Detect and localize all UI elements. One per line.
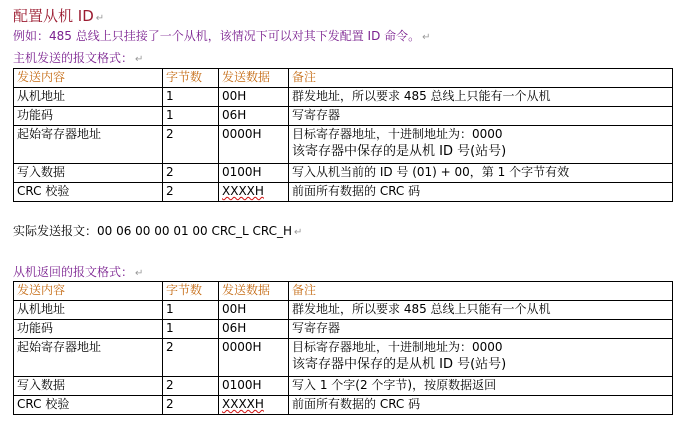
- host-field-cell: [14, 183, 163, 202]
- host-bytes-cell: [163, 164, 219, 183]
- host-header-row: [14, 69, 673, 88]
- host-field-cell-text: 起始寄存器地址: [17, 127, 102, 141]
- paragraph-mark-icon: ↵: [135, 268, 144, 279]
- host-data-cell-text: 0000H: [222, 127, 262, 141]
- slave-note-cell: [289, 377, 673, 396]
- slave-bytes-cell: [163, 301, 219, 320]
- table-row: [14, 164, 673, 183]
- host-field-cell-text: CRC 校验: [17, 184, 70, 198]
- table-row: [14, 301, 673, 320]
- host-note-cell-text: 目标寄存器地址，十进制地址为：0000: [292, 127, 503, 141]
- slave-bytes-cell: [163, 320, 219, 339]
- host-data-cell: [219, 164, 289, 183]
- slave-data-cell: [219, 320, 289, 339]
- host-header-note: 备注: [289, 69, 673, 88]
- host-note-cell: [289, 183, 673, 202]
- slave-note-cell-text: 目标寄存器地址，十进制地址为：0000: [292, 340, 503, 354]
- host-note-cell-line2: 该寄存器中保存的是从机 ID 号(站号): [292, 144, 507, 159]
- host-bytes-cell-text: 2: [166, 127, 174, 141]
- host-bytes-cell-text: 2: [166, 165, 174, 179]
- host-bytes-cell: [163, 183, 219, 202]
- table-row: [14, 183, 673, 202]
- slave-bytes-cell-text: 1: [166, 321, 174, 335]
- host-field-cell-text: 写入数据: [17, 165, 66, 179]
- slave-header-row: [14, 282, 673, 301]
- slave-data-cell-text: 00H: [222, 302, 247, 316]
- host-note-cell-text: 写寄存器: [292, 108, 341, 122]
- slave-data-cell-text: XXXXH: [222, 397, 264, 411]
- host-note-cell: [289, 88, 673, 107]
- host-field-cell: [14, 107, 163, 126]
- host-frame-table: [13, 68, 673, 202]
- host-bytes-cell: [163, 107, 219, 126]
- slave-field-cell-text: 功能码: [17, 321, 54, 335]
- host-data-cell: [219, 183, 289, 202]
- slave-note-cell: [289, 301, 673, 320]
- slave-field-cell-text: 起始寄存器地址: [17, 340, 102, 354]
- slave-field-cell: [14, 339, 163, 377]
- host-bytes-cell-text: 1: [166, 108, 174, 122]
- slave-note-cell-text: 写寄存器: [292, 321, 341, 335]
- actual-frame-text: [13, 222, 302, 239]
- slave-note-cell-text: 写入 1 个字(2 个字节)，按原数据返回: [292, 378, 497, 392]
- slave-data-cell-text: 06H: [222, 321, 247, 335]
- slave-note-cell: [289, 339, 673, 377]
- slave-bytes-cell-text: 2: [166, 378, 174, 392]
- host-header-bytes: 字节数: [163, 69, 219, 88]
- host-note-cell: [289, 107, 673, 126]
- paragraph-mark-icon: ↵: [135, 54, 144, 65]
- host-note-cell: [289, 164, 673, 183]
- host-note-cell-text: 群发地址，所以要求 485 总线上只能有一个从机: [292, 89, 551, 103]
- example-text: [13, 27, 431, 44]
- example-text-content: 例如：485 总线上只挂接了一个从机，该情况下可以对其下发配置 ID 命令。: [13, 29, 421, 43]
- slave-data-cell: [219, 377, 289, 396]
- slave-bytes-cell: [163, 377, 219, 396]
- host-note-cell-text: 前面所有数据的 CRC 码: [292, 184, 421, 198]
- table-row: [14, 107, 673, 126]
- host-data-cell-text: XXXXH: [222, 184, 264, 198]
- slave-header-field: 发送内容: [14, 282, 163, 301]
- page-title: [13, 5, 104, 26]
- slave-note-cell-text: 群发地址，所以要求 485 总线上只能有一个从机: [292, 302, 551, 316]
- slave-note-cell: [289, 320, 673, 339]
- host-note-cell: [289, 126, 673, 164]
- page-title-text: 配置从机 ID: [13, 7, 94, 25]
- slave-field-cell: [14, 396, 163, 415]
- host-field-cell: [14, 88, 163, 107]
- host-heading-text: 主机发送的报文格式：: [13, 51, 134, 65]
- host-data-cell: [219, 88, 289, 107]
- table-row: [14, 88, 673, 107]
- host-bytes-cell-text: 1: [166, 89, 174, 103]
- slave-data-cell: [219, 301, 289, 320]
- slave-data-cell-text: 0100H: [222, 378, 262, 392]
- paragraph-mark-icon: ↵: [422, 32, 431, 43]
- table-row: [14, 339, 673, 377]
- host-data-cell-text: 06H: [222, 108, 247, 122]
- host-field-cell-text: 功能码: [17, 108, 54, 122]
- slave-field-cell-text: CRC 校验: [17, 397, 70, 411]
- table-row: [14, 396, 673, 415]
- table-row: [14, 320, 673, 339]
- host-field-cell: [14, 126, 163, 164]
- host-data-cell: [219, 107, 289, 126]
- host-section-heading: [13, 49, 143, 66]
- slave-section-heading: [13, 263, 143, 280]
- host-header-field: 发送内容: [14, 69, 163, 88]
- host-bytes-cell: [163, 126, 219, 164]
- host-bytes-cell-text: 2: [166, 184, 174, 198]
- slave-bytes-cell-text: 1: [166, 302, 174, 316]
- slave-field-cell-text: 写入数据: [17, 378, 66, 392]
- actual-frame-content: 实际发送报文：00 06 00 00 01 00 CRC_L CRC_H: [13, 224, 293, 238]
- slave-note-cell-text: 前面所有数据的 CRC 码: [292, 397, 421, 411]
- slave-field-cell: [14, 301, 163, 320]
- slave-header-data: 发送数据: [219, 282, 289, 301]
- slave-field-cell: [14, 377, 163, 396]
- slave-header-bytes: 字节数: [163, 282, 219, 301]
- host-data-cell: [219, 126, 289, 164]
- host-field-cell: [14, 164, 163, 183]
- host-data-cell-text: 00H: [222, 89, 247, 103]
- slave-field-cell-text: 从机地址: [17, 302, 66, 316]
- paragraph-mark-icon: ↵: [294, 227, 303, 238]
- slave-data-cell-text: 0000H: [222, 340, 262, 354]
- slave-data-cell: [219, 339, 289, 377]
- slave-bytes-cell-text: 2: [166, 340, 174, 354]
- slave-field-cell: [14, 320, 163, 339]
- slave-note-cell-line2: 该寄存器中保存的是从机 ID 号(站号): [292, 357, 507, 372]
- slave-header-note: 备注: [289, 282, 673, 301]
- host-note-cell-text: 写入从机当前的 ID 号 (01) + 00，第 1 个字节有效: [292, 165, 570, 179]
- host-bytes-cell: [163, 88, 219, 107]
- slave-bytes-cell-text: 2: [166, 397, 174, 411]
- table-row: [14, 126, 673, 164]
- paragraph-mark-icon: ↵: [95, 13, 105, 24]
- host-field-cell-text: 从机地址: [17, 89, 66, 103]
- slave-data-cell: [219, 396, 289, 415]
- host-data-cell-text: 0100H: [222, 165, 262, 179]
- host-header-data: 发送数据: [219, 69, 289, 88]
- slave-bytes-cell: [163, 396, 219, 415]
- table-row: [14, 377, 673, 396]
- slave-note-cell: [289, 396, 673, 415]
- slave-bytes-cell: [163, 339, 219, 377]
- slave-frame-table: [13, 281, 673, 415]
- slave-heading-text: 从机返回的报文格式：: [13, 265, 134, 279]
